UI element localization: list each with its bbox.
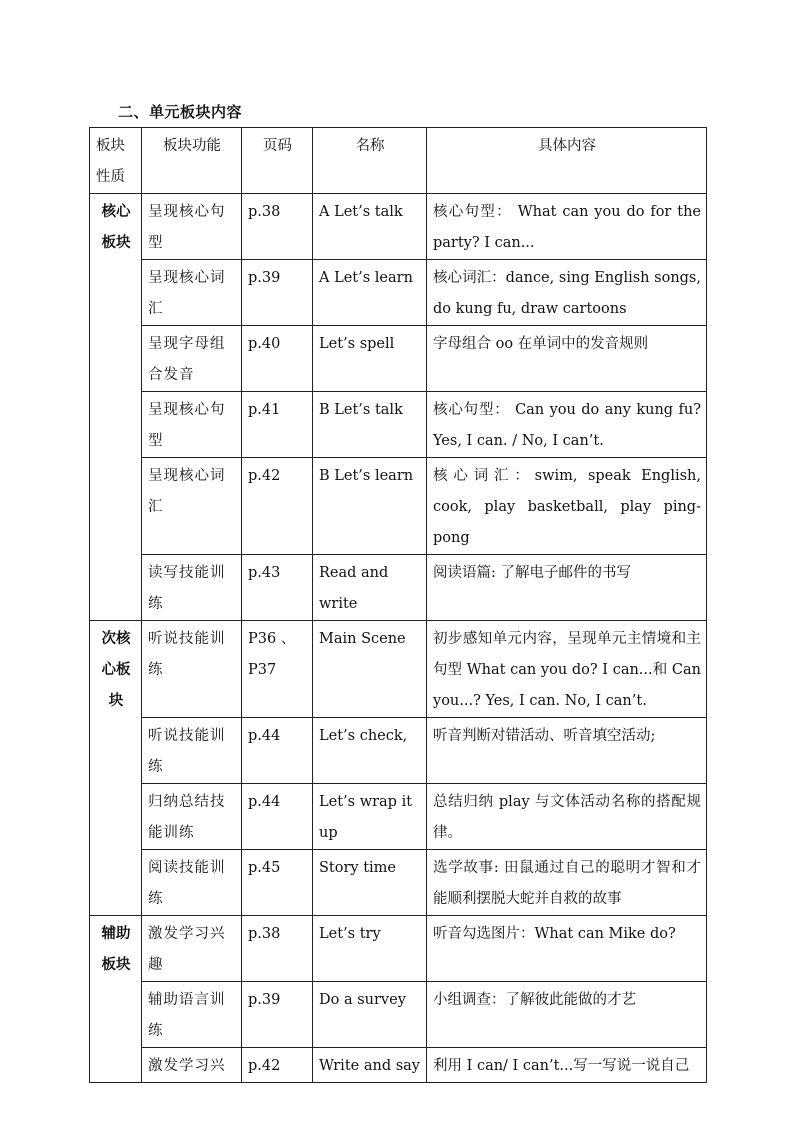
row-page: p.44 — [242, 718, 313, 784]
row-detail: 总结归纳 play 与文体活动名称的搭配规律。 — [427, 784, 707, 850]
row-detail: 小组调查：了解彼此能做的才艺 — [427, 982, 707, 1048]
table-row — [90, 784, 707, 850]
row-name: Let’s spell — [313, 326, 427, 392]
row-page: p.39 — [242, 260, 313, 326]
group-nature-core: 核心板块 — [90, 194, 142, 621]
row-name: B Let’s talk — [313, 392, 427, 458]
group-nature-auxiliary: 辅助板块 — [90, 916, 142, 1083]
table-row — [90, 718, 707, 784]
header-function: 板块功能 — [142, 128, 242, 194]
header-detail: 具体内容 — [427, 128, 707, 194]
row-function: 归纳总结技能训练 — [142, 784, 242, 850]
row-function: 阅读技能训练 — [142, 850, 242, 916]
row-page: p.38 — [242, 194, 313, 260]
table-row — [90, 621, 707, 718]
row-name: Read and write — [313, 555, 427, 621]
row-name: Let’s check, — [313, 718, 427, 784]
row-function: 听说技能训练 — [142, 718, 242, 784]
row-name: B Let’s learn — [313, 458, 427, 555]
table-row — [90, 982, 707, 1048]
table-row — [90, 555, 707, 621]
group-nature-secondary: 次核心板块 — [90, 621, 142, 916]
table-row — [90, 326, 707, 392]
row-name: Story time — [313, 850, 427, 916]
row-name: A Let’s learn — [313, 260, 427, 326]
row-page: p.44 — [242, 784, 313, 850]
row-detail: 听音勾选图片：What can Mike do? — [427, 916, 707, 982]
table-row — [90, 392, 707, 458]
row-function: 辅助语言训练 — [142, 982, 242, 1048]
section-heading: 二、单元板块内容 — [118, 103, 243, 121]
table-row — [90, 1048, 707, 1083]
row-function: 激发学习兴趣 — [142, 916, 242, 982]
row-page: p.45 — [242, 850, 313, 916]
row-function: 呈现核心词汇 — [142, 458, 242, 555]
row-name: Do a survey — [313, 982, 427, 1048]
row-detail: 阅读语篇: 了解电子邮件的书写 — [427, 555, 707, 621]
row-page: p.40 — [242, 326, 313, 392]
table-row — [90, 260, 707, 326]
row-detail: 核心词汇：dance, sing English songs, do kung fu, draw cartoons — [427, 260, 707, 326]
table-header-row — [90, 128, 707, 194]
row-name: Main Scene — [313, 621, 427, 718]
row-function: 呈现核心句型 — [142, 194, 242, 260]
row-name: Write and say — [313, 1048, 427, 1083]
row-detail: 字母组合 oo 在单词中的发音规则 — [427, 326, 707, 392]
row-page: P36 、P37 — [242, 621, 313, 718]
row-name: A Let’s talk — [313, 194, 427, 260]
row-function: 读写技能训练 — [142, 555, 242, 621]
header-nature: 板块性质 — [90, 128, 142, 194]
row-name: Let’s try — [313, 916, 427, 982]
row-detail: 初步感知单元内容，呈现单元主情境和主句型 What can you do? I can...和 Can you...? Yes, I can. No, I can’t. — [427, 621, 707, 718]
row-detail: 核心句型： What can you do for the party? I can... — [427, 194, 707, 260]
unit-content-table — [89, 127, 707, 1083]
header-page: 页码 — [242, 128, 313, 194]
row-name: Let’s wrap it up — [313, 784, 427, 850]
row-function: 呈现字母组合发音 — [142, 326, 242, 392]
row-detail: 核心句型： Can you do any kung fu? Yes, I can. / No, I can’t. — [427, 392, 707, 458]
row-page: p.39 — [242, 982, 313, 1048]
row-function: 听说技能训练 — [142, 621, 242, 718]
row-detail: 利用 I can/ I can’t...写一写说一说自己 — [427, 1048, 707, 1083]
table-row — [90, 850, 707, 916]
row-detail: 听音判断对错活动、听音填空活动; — [427, 718, 707, 784]
table-row — [90, 194, 707, 260]
row-page: p.38 — [242, 916, 313, 982]
row-detail: 核心词汇：swim, speak English, cook, play basketball, play ping-pong — [427, 458, 707, 555]
header-name: 名称 — [313, 128, 427, 194]
row-page: p.41 — [242, 392, 313, 458]
row-function: 呈现核心词汇 — [142, 260, 242, 326]
row-page: p.42 — [242, 458, 313, 555]
row-function: 呈现核心句型 — [142, 392, 242, 458]
row-page: p.43 — [242, 555, 313, 621]
row-function: 激发学习兴 — [142, 1048, 242, 1083]
row-detail: 选学故事: 田鼠通过自己的聪明才智和才能顺利摆脱大蛇并自救的故事 — [427, 850, 707, 916]
row-page: p.42 — [242, 1048, 313, 1083]
table-row — [90, 458, 707, 555]
table-row — [90, 916, 707, 982]
